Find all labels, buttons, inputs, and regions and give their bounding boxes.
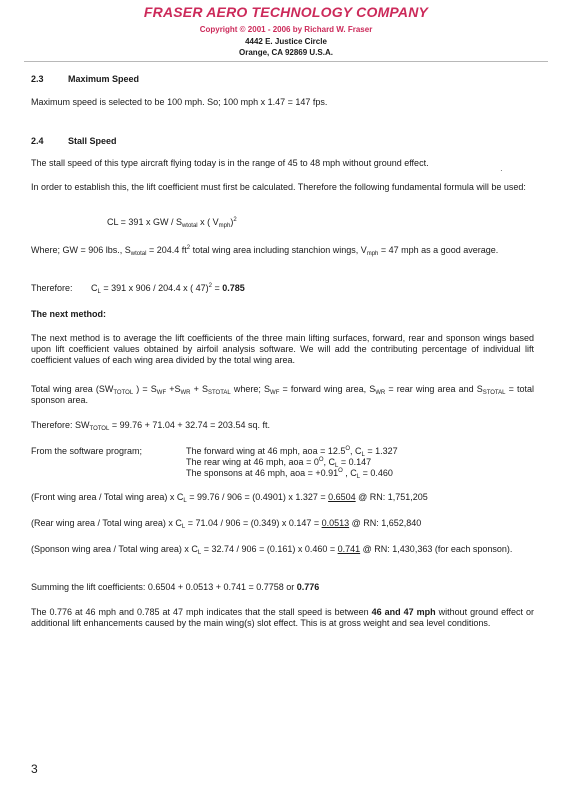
stray-mark: ·: [500, 166, 503, 175]
formula-where-clause: Where; GW = 906 lbs., $S_{wtotal} = 204.4$ $ft^2$ total wing area including stanchion wings, $V_{mph} = 47$ mph as a good average.: [31, 245, 499, 257]
section-title: Stall Speed: [68, 136, 117, 146]
forward-wing-result: The forward wing at 46 mph, aoa = $12.5^O$, $C_L = 1.327$: [186, 446, 398, 458]
stall-speed-range: 46 and 47 mph: [371, 607, 436, 617]
front-wing-contribution: (Front wing area / Total wing area) x $C_L = 99.76 / 906 = (0.4901)$ x 1.327 = 0.6504 @ RN: 1,751,205: [31, 492, 428, 504]
stall-speed-intro: The stall speed of this type aircraft flying today is in the range of 45 to 48 mph without ground effect.: [31, 158, 429, 168]
lift-formula: CL = 391 x GW / $S_{wtotal}$ x ( $V_{mph})^2$: [107, 217, 237, 229]
section-number: 2.3: [31, 74, 44, 84]
total-wing-area-definition: Total wing area ($SW_{TOTOL}$ ) = $S_{WF} +S_{WR} + S_{STOTAL}$ where; $S_{WF}$ = forward wing area, $S_{WR}$ = rear wing area and $S_{STOTAL}$ = total sponson area.: [31, 384, 534, 405]
lift-coefficient-sum: Summing the lift coefficients: 0.6504 + 0.0513 + 0.741 = 0.7758 or 0.776: [31, 582, 320, 592]
section-2-4-heading: [31, 136, 117, 146]
next-method-heading: The next method:: [31, 309, 107, 319]
sum-result: 0.776: [296, 582, 320, 592]
sponson-contribution: (Sponson wing area / Total wing area) x $C_L = 32.74 / 906 = (0.161)$ x 0.460 = 0.741 @ RN: 1,430,363 (for each sponson).: [31, 544, 513, 556]
sponson-result: The sponsons at 46 mph, aoa = $+0.91^O$ , $C_L = 0.460$: [186, 468, 393, 480]
total-wing-area-calc: Therefore: $SW_{TOTOL} = 99.76 + 71.04 + 32.74 = 203.54$ sq. ft.: [31, 420, 270, 432]
section-title: Maximum Speed: [68, 74, 140, 84]
address-city: Orange, CA 92869 U.S.A.: [239, 48, 333, 57]
conclusion-text: The 0.776 at 46 mph and 0.785 at 47 mph indicates that the stall speed is between 46 and 47 mph without ground effect or additional lift enhancements caused by the main wing(s) slot effect. This is at gross weight and sea level conditions.: [31, 607, 534, 628]
copyright-line: Copyright © 2001 - 2006 by Richard W. Fraser: [199, 25, 373, 34]
section-2-3-heading: [31, 74, 139, 84]
rear-wing-result: The rear wing at 46 mph, aoa = $0^O$, $C_L = 0.147$: [186, 457, 372, 469]
software-label: From the software program;: [31, 446, 143, 456]
page-number: 3: [31, 762, 38, 776]
address-street: 4442 E. Justice Circle: [245, 37, 327, 46]
company-title: FRASER AERO TECHNOLOGY COMPANY: [143, 4, 429, 20]
header-divider: [24, 61, 548, 62]
lift-coefficient-intro: In order to establish this, the lift coefficient must first be calculated. Therefore the following fundamental formula will be used:: [31, 182, 526, 192]
sponson-value: 0.741: [337, 544, 361, 554]
front-wing-value: 0.6504: [328, 492, 356, 502]
rear-wing-contribution: (Rear wing area / Total wing area) x $C_L = 71.04 / 906 = (0.349)$ x 0.147 = 0.0513 @ RN: 1,652,840: [31, 518, 422, 530]
cl-result: 0.785: [222, 283, 245, 293]
max-speed-text: Maximum speed is selected to be 100 mph. So; 100 mph x 1.47 = 147 fps.: [31, 97, 328, 107]
next-method-text: The next method is to average the lift coefficients of the three main lifting surfaces, forward, rear and sponson wings based upon lift coefficient values obtained by airfoil analysis software. We will add the contributing percentage of individual lift coefficient values of each wing area divided by the total wing area.: [31, 333, 534, 365]
therefore-cl-calc: Therefore: $C_L = 391$ x 906 / 204.4 x ( 47)$^2$ = 0.785: [31, 283, 245, 295]
section-number: 2.4: [31, 136, 44, 146]
software-results: [186, 446, 398, 479]
rear-wing-value: 0.0513: [321, 518, 350, 528]
